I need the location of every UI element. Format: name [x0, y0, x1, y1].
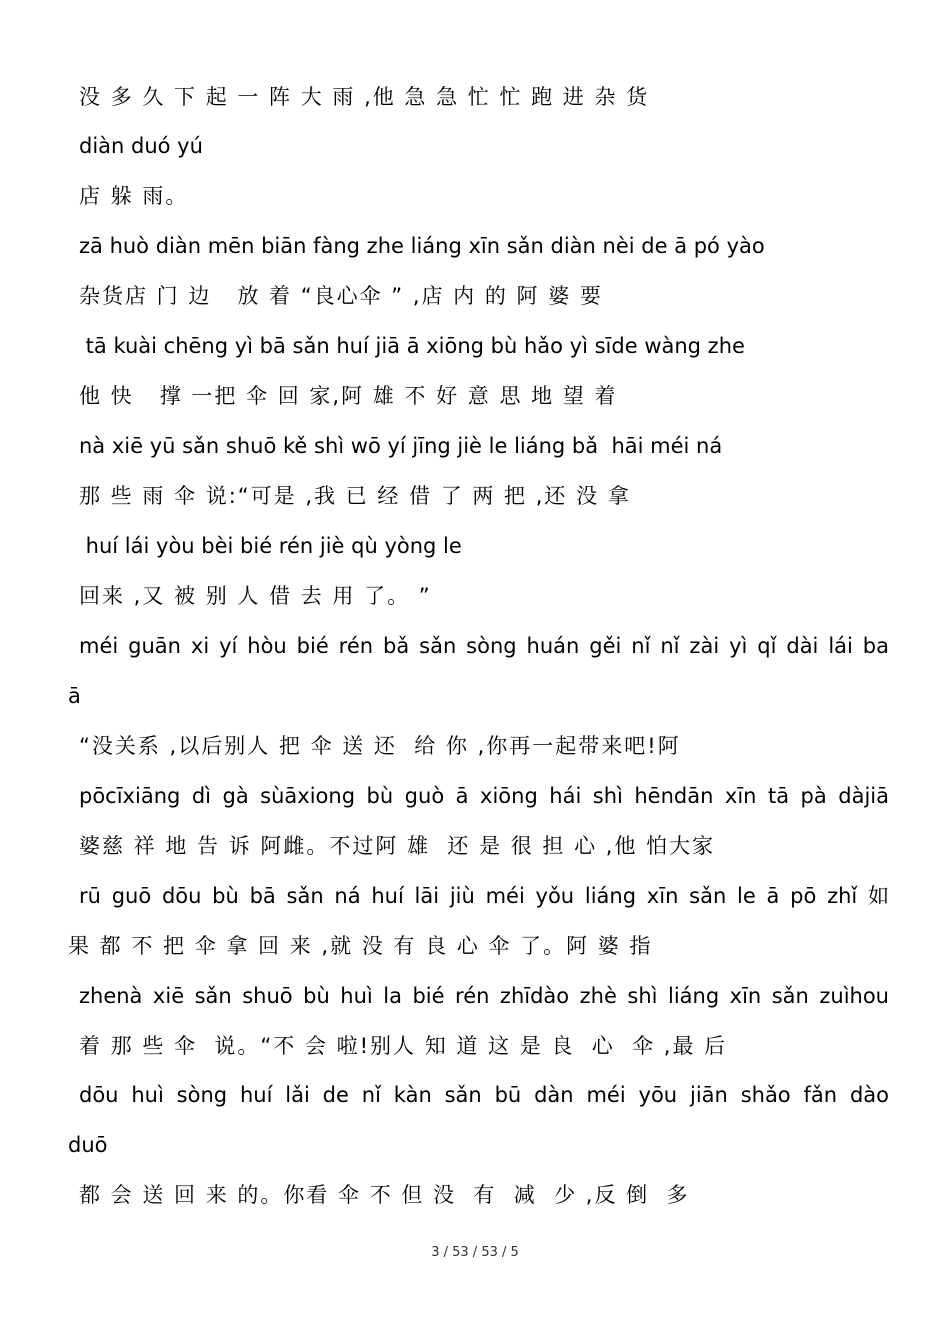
- text-line-pinyin: zhenà xiē sǎn shuō bù huì la bié rén zhīdào zhè shì liáng xīn sǎn zuìhou: [79, 984, 889, 1008]
- text-line-hanzi: 婆慈 祥 地 告 诉 阿雌。不过阿 雄 还 是 很 担 心 ,他 怕大家: [79, 834, 716, 858]
- text-line-pinyin: nà xiē yū sǎn shuō kě shì wō yí jīng jiè le liáng bǎ hāi méi ná: [79, 434, 723, 458]
- text-line-hanzi: 没 多 久 下 起 一 阵 大 雨 ,他 急 急 忙 忙 跑 进 杂 货: [79, 85, 650, 109]
- text-line-pinyin: dōu huì sòng huí lǎi de nǐ kàn sǎn bū dàn méi yōu jiān shǎo fǎn dào: [79, 1083, 889, 1107]
- text-line-hanzi: 店 躲 雨。: [79, 184, 189, 208]
- text-line-pinyin: rū guō dōu bù bā sǎn ná huí lāi jiù méi yǒu liáng xīn sǎn le ā pō zhǐ 如: [79, 884, 889, 908]
- text-line-hanzi: “没关系 ,以后别人 把 伞 送 还 给 你 ,你再一起带来吧!阿: [79, 734, 681, 758]
- text-line-hanzi: 他 快 撑 一把 伞 回 家,阿 雄 不 好 意 思 地 望 着: [79, 384, 618, 408]
- text-line-pinyin: diàn duó yú: [79, 134, 203, 158]
- text-line-pinyin: tā kuài chēng yì bā sǎn huí jiā ā xiōng bù hǎo yì sīde wàng zhe: [79, 334, 745, 358]
- text-line-hanzi: 果 都 不 把 伞 拿 回 来 ,就 没 有 良 心 伞 了。阿 婆 指: [68, 934, 653, 958]
- text-line-hanzi: 那 些 雨 伞 说:“可是 ,我 已 经 借 了 两 把 ,还 没 拿: [79, 484, 631, 508]
- text-line-pinyin: pōcīxiāng dì gà sùāxiong bù guò ā xiōng hái shì hēndān xīn tā pà dàjiā: [79, 784, 889, 808]
- text-line-pinyin-wrap: ā: [68, 684, 81, 708]
- text-line-pinyin: zā huò diàn mēn biān fàng zhe liáng xīn sǎn diàn nèi de ā pó yào: [79, 234, 765, 258]
- text-line-pinyin: huí lái yòu bèi bié rén jiè qù yòng le: [79, 534, 462, 558]
- text-line-hanzi: 着 那 些 伞 说。“不 会 啦!别人 知 道 这 是 良 心 伞 ,最 后: [79, 1034, 728, 1058]
- text-line-hanzi: 杂货店 门 边 放 着 “良心伞 ” ,店 内 的 阿 婆 要: [79, 284, 603, 308]
- text-line-hanzi: 回来 ,又 被 别 人 借 去 用 了。 ”: [79, 584, 432, 608]
- text-line-pinyin-wrap: duō: [68, 1133, 108, 1157]
- page-number: 3 / 53 / 53 / 5: [431, 1245, 519, 1260]
- text-line-pinyin: méi guān xi yí hòu bié rén bǎ sǎn sòng huán gěi nǐ nǐ zài yì qǐ dài lái ba: [79, 634, 889, 658]
- text-line-hanzi: 都 会 送 回 来 的。你看 伞 不 但 没 有 减 少 ,反 倒 多: [79, 1183, 690, 1207]
